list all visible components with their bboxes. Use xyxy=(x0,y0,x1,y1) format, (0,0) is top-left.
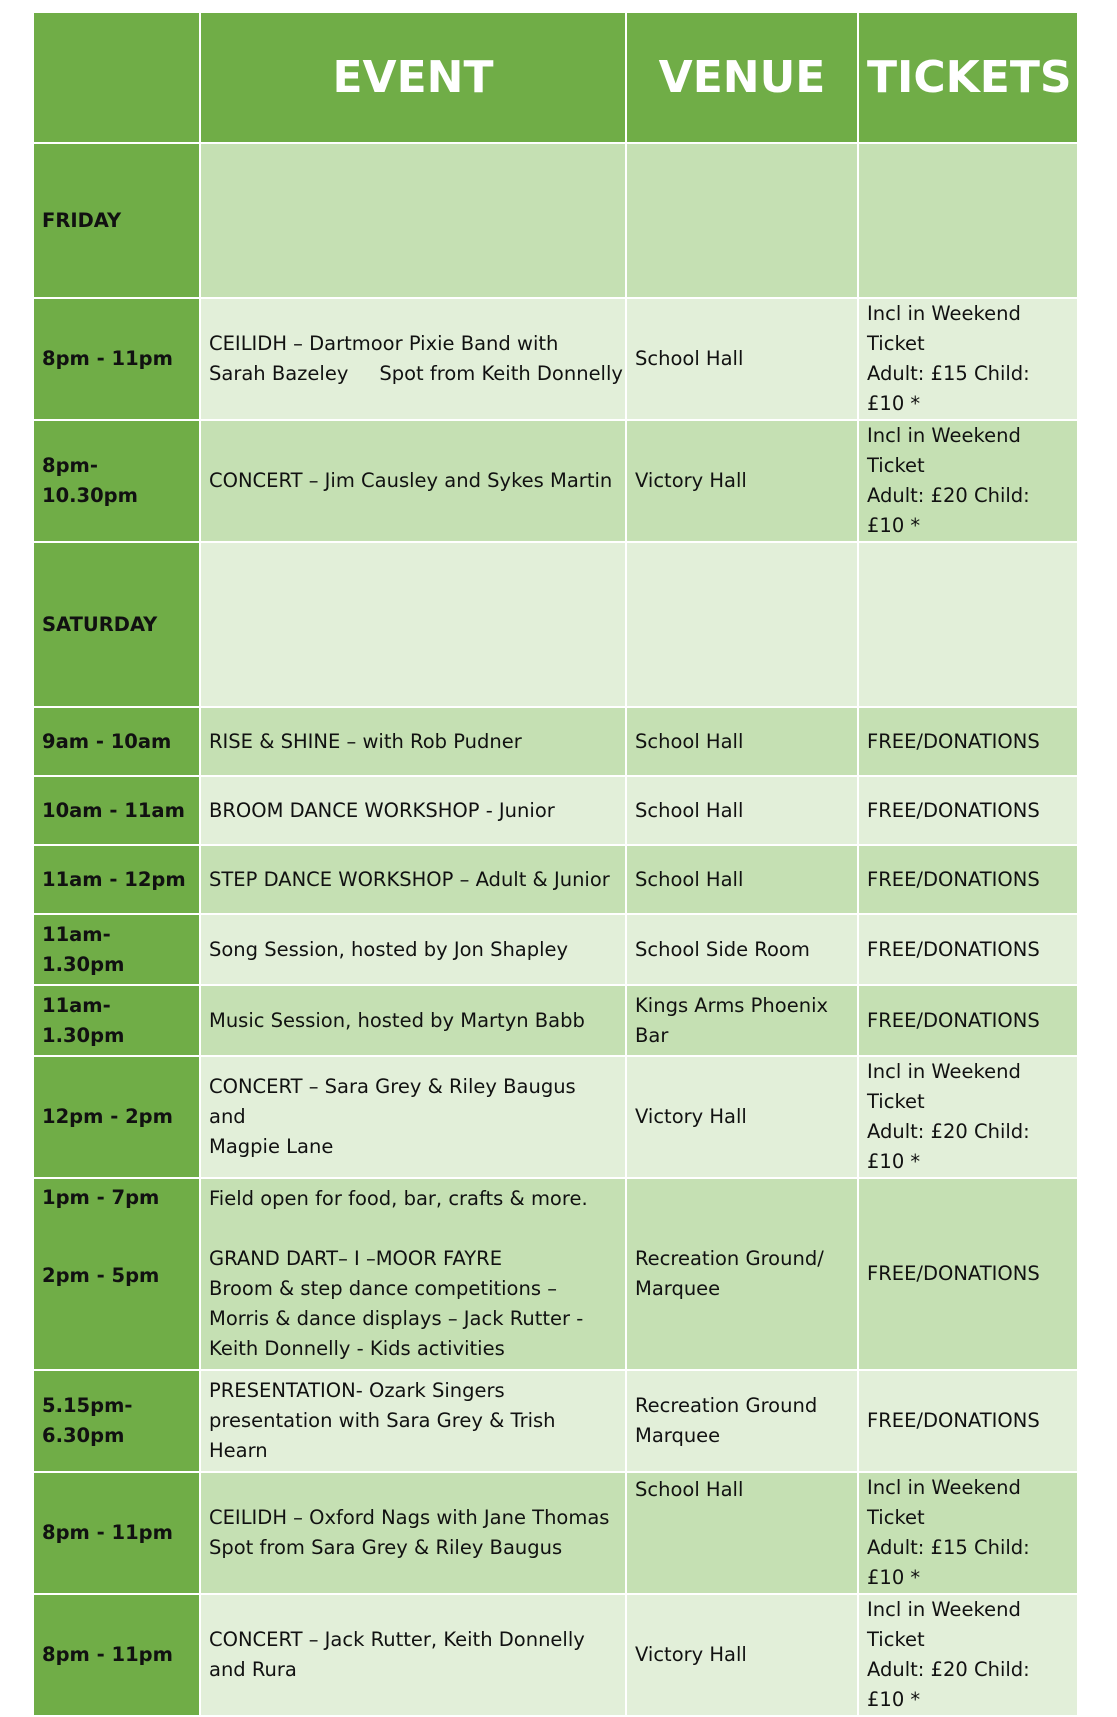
tickets-cell xyxy=(858,298,1078,420)
venue-line: Marquee xyxy=(635,1277,721,1300)
venue-line: Recreation Ground/ xyxy=(635,1247,824,1270)
event-line: Morris & dance displays – Jack Rutter - xyxy=(209,1307,584,1330)
venue-line: Marquee xyxy=(635,1424,721,1447)
day-blank xyxy=(858,143,1078,298)
day-blank xyxy=(200,143,626,298)
venue-line: Recreation Ground xyxy=(635,1394,818,1417)
day-blank xyxy=(626,143,858,298)
table-row xyxy=(33,1472,1078,1594)
event-line: Broom & step dance competitions – xyxy=(209,1277,557,1300)
time-spacer xyxy=(42,1213,191,1261)
event-line: Field open for food, bar, crafts & more. xyxy=(209,1187,588,1210)
ticket-line: Adult: £15 Child: £10 * xyxy=(867,1536,1030,1589)
ticket-line: Adult: £20 Child: £10 * xyxy=(867,484,1030,537)
venue-cell: School Hall xyxy=(626,1472,858,1594)
event-cell xyxy=(200,1472,626,1594)
tickets-cell: FREE/DONATIONS xyxy=(858,985,1078,1056)
ticket-line: Adult: £15 Child: £10 * xyxy=(867,362,1030,415)
event-line: Magpie Lane xyxy=(209,1135,334,1158)
table-row xyxy=(33,914,1078,985)
table-row xyxy=(33,1178,1078,1370)
schedule-table xyxy=(32,11,1079,1717)
table-row xyxy=(33,420,1078,542)
header-event: EVENT xyxy=(200,12,626,143)
header-time xyxy=(33,12,200,143)
time-cell: 10am - 11am xyxy=(33,776,200,845)
venue-cell xyxy=(626,985,858,1056)
tickets-cell: FREE/DONATIONS xyxy=(858,1178,1078,1370)
table-row xyxy=(33,985,1078,1056)
time-cell: 11am-1.30pm xyxy=(33,914,200,985)
time-cell: 8pm-10.30pm xyxy=(33,420,200,542)
time-cell: 11am-1.30pm xyxy=(33,985,200,1056)
tickets-cell xyxy=(858,1594,1078,1716)
event-cell: BROOM DANCE WORKSHOP - Junior xyxy=(200,776,626,845)
event-line: and Rura xyxy=(209,1658,297,1681)
table-row xyxy=(33,707,1078,776)
time-cell: 8pm - 11pm xyxy=(33,1594,200,1716)
day-label-friday: FRIDAY xyxy=(33,143,200,298)
event-cell xyxy=(200,298,626,420)
tickets-cell: FREE/DONATIONS xyxy=(858,845,1078,914)
event-cell: Song Session, hosted by Jon Shapley xyxy=(200,914,626,985)
tickets-cell: FREE/DONATIONS xyxy=(858,776,1078,845)
time-cell: 11am - 12pm xyxy=(33,845,200,914)
event-cell xyxy=(200,1594,626,1716)
event-line: CEILIDH – Dartmoor Pixie Band with xyxy=(209,332,559,355)
tickets-cell xyxy=(858,420,1078,542)
event-cell xyxy=(200,1056,626,1178)
tickets-cell: FREE/DONATIONS xyxy=(858,914,1078,985)
venue-cell: School Side Room xyxy=(626,914,858,985)
tickets-cell: FREE/DONATIONS xyxy=(858,707,1078,776)
time-cell: 8pm - 11pm xyxy=(33,298,200,420)
event-line: GRAND DART– I –MOOR FAYRE xyxy=(209,1247,503,1270)
day-row-friday xyxy=(33,143,1078,298)
time-cell: 12pm - 2pm xyxy=(33,1056,200,1178)
event-line: CONCERT – Jack Rutter, Keith Donnelly xyxy=(209,1628,585,1651)
day-blank xyxy=(200,542,626,707)
time-line: 2pm - 5pm xyxy=(42,1264,160,1287)
event-line: PRESENTATION- Ozark Singers xyxy=(209,1379,505,1402)
time-cell: 5.15pm-6.30pm xyxy=(33,1370,200,1472)
event-cell xyxy=(200,1370,626,1472)
venue-cell: Victory Hall xyxy=(626,1594,858,1716)
time-line: 1pm - 7pm xyxy=(42,1186,160,1209)
ticket-line: Incl in Weekend Ticket xyxy=(867,302,1021,355)
ticket-line: Incl in Weekend Ticket xyxy=(867,1060,1021,1113)
venue-cell: Victory Hall xyxy=(626,420,858,542)
venue-cell: School Hall xyxy=(626,845,858,914)
event-cell: CONCERT – Jim Causley and Sykes Martin xyxy=(200,420,626,542)
venue-cell: School Hall xyxy=(626,776,858,845)
table-row xyxy=(33,1594,1078,1716)
venue-cell: School Hall xyxy=(626,707,858,776)
event-line: presentation with Sara Grey & Trish xyxy=(209,1409,556,1432)
event-line: CEILIDH – Oxford Nags with Jane Thomas xyxy=(209,1506,610,1529)
day-label-saturday: SATURDAY xyxy=(33,542,200,707)
ticket-line: Incl in Weekend Ticket xyxy=(867,424,1021,477)
header-tickets: TICKETS xyxy=(858,12,1078,143)
time-cell xyxy=(33,1178,200,1370)
header-row xyxy=(33,12,1078,143)
venue-cell xyxy=(626,1178,858,1370)
event-cell: RISE & SHINE – with Rob Pudner xyxy=(200,707,626,776)
venue-line: Kings Arms Phoenix xyxy=(635,993,829,1017)
event-line: Keith Donnelly - Kids activities xyxy=(209,1337,505,1360)
ticket-line: Adult: £20 Child: £10 * xyxy=(867,1120,1030,1173)
time-cell: 9am - 10am xyxy=(33,707,200,776)
table-row xyxy=(33,845,1078,914)
day-row-saturday xyxy=(33,542,1078,707)
venue-cell: School Hall xyxy=(626,298,858,420)
event-line: CONCERT – Sara Grey & Riley Baugus and xyxy=(209,1075,576,1128)
day-blank xyxy=(858,542,1078,707)
ticket-line: Incl in Weekend Ticket xyxy=(867,1476,1021,1529)
venue-cell: Victory Hall xyxy=(626,1056,858,1178)
event-line: Sarah Bazeley Spot from Keith Donnelly xyxy=(209,362,623,385)
day-blank xyxy=(626,542,858,707)
event-line: Hearn xyxy=(209,1439,268,1462)
tickets-cell: FREE/DONATIONS xyxy=(858,1370,1078,1472)
event-cell: STEP DANCE WORKSHOP – Adult & Junior xyxy=(200,845,626,914)
table-row xyxy=(33,298,1078,420)
header-venue: VENUE xyxy=(626,12,858,143)
event-gap xyxy=(209,1214,617,1244)
event-line: Spot from Sara Grey & Riley Baugus xyxy=(209,1536,563,1559)
table-row xyxy=(33,1056,1078,1178)
event-cell xyxy=(200,1178,626,1370)
tickets-cell xyxy=(858,1472,1078,1594)
table-row xyxy=(33,1370,1078,1472)
tickets-cell xyxy=(858,1056,1078,1178)
venue-cell xyxy=(626,1370,858,1472)
time-stack xyxy=(42,1183,191,1291)
time-cell: 8pm - 11pm xyxy=(33,1472,200,1594)
ticket-line: Adult: £20 Child: £10 * xyxy=(867,1658,1030,1711)
ticket-line: Incl in Weekend Ticket xyxy=(867,1598,1021,1651)
venue-line: Bar xyxy=(635,1023,669,1047)
event-cell: Music Session, hosted by Martyn Babb xyxy=(200,985,626,1056)
table-row xyxy=(33,776,1078,845)
